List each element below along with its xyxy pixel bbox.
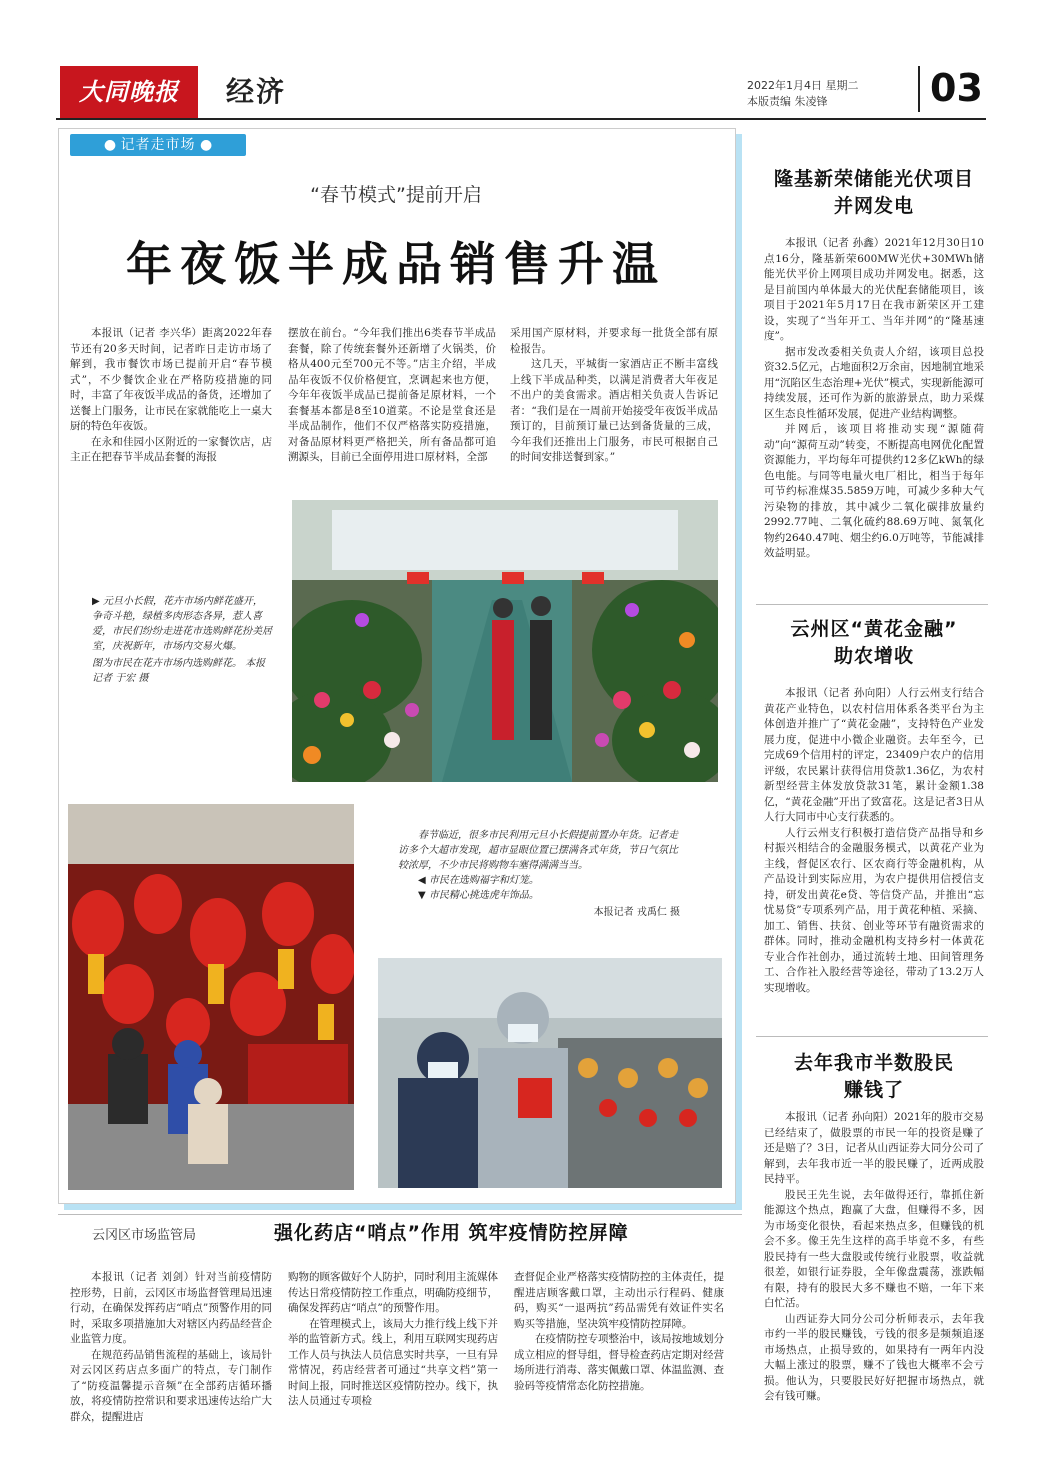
- section-title: 经济: [226, 75, 287, 108]
- feature-col-3: 采用国产原材料，并要求每一批货全部有原检报告。 这几天，平城街一家酒店正不断丰富线上线下半成品种类，以满足消费者大年夜足不出户的美食需求。酒店相关负责人告诉记者：“我们是在一周前开始接受年夜饭半成品预订的，目前预订量已达到备货量的三成，今年我们还推出上门服务，市民可根据自己的时间安排送餐到家。”: [510, 327, 718, 463]
- article-3-title: 去年我市半数股民 赚钱了: [793, 1052, 954, 1101]
- article-1-title: 隆基新荣储能光伏项目 并网发电: [773, 168, 974, 217]
- caption-flower-market: ▶ 元旦小长假，花卉市场内鲜花盛开，争奇斗艳，绿植多肉形态各异，惹人喜爱，市民们纷纷走进花市选购鲜花扮美居室，庆祝新年，市场内交易火爆。 图为市民在花卉市场内选购鲜花。 本报记者 于宏 摄: [92, 596, 272, 684]
- article-1-body: 本报讯（记者 孙鑫）2021年12月30日10点16分，隆基新荣600MW光伏+30MWh储能光伏平价上网项目成功并网发电。据悉，这是目前国内单体最大的光伏配套储能项目，该项目于2021年5月17日在我市新荣区开工建设，实现了“当年开工、当年并网”的“隆基速度”。 据市发改委相关负责人介绍，该项目总投资32.5亿元，占地面积2万余亩，因地制宜地采用“沉陷区生态治理+光伏”模式，实现新能源可持续发展，还可作为新的旅游景点，助力采煤区生态良性循环发展，促进产业结构调整。 并网后，该项目将推动实现“源随荷动”向“源荷互动”转变，不断提高电网优化配置资源能力，平均每年可提供约12多亿kWh的绿色电能。与同等电量火电厂相比，相当于每年可节约标准煤35.5859万吨，可减少多种大气污染物的排放，其中减少二氧化碳排放量约2992.77吨、二氧化硫约88.69万吨、氮氧化物约2640.47吨、烟尘约6.0万吨等，节能减排效益明显。: [764, 237, 984, 559]
- page-editor: 本版责编 朱凌锋: [747, 95, 828, 108]
- header-divider: [918, 66, 920, 112]
- right-divider-1: [756, 604, 988, 605]
- photo-credit: 本报记者 戎禹仁 摄: [593, 907, 680, 918]
- bottom-col-2: 购物的顾客做好个人防护，同时利用主流媒体传达日常疫情防控工作重点，明确防疫细节，确保发挥药店“哨点”的预警作用。 在管理模式上，该局大力推行线上线下并举的监管新方式。线上，利用互联网实现药店工作人员与执法人员信息实时共享，一旦有异常情况，药店经营者可通过“共享文档”第一时间上报，同时推送区疫情防控办。线下，执法人员通过专项检: [288, 1271, 498, 1407]
- bottom-source-label: 云冈区市场监管局: [92, 1228, 197, 1243]
- newspaper-logo: 大同晚报: [60, 66, 198, 118]
- feature-subhead: “春节模式”提前开启: [310, 184, 482, 206]
- bottom-divider: [58, 1214, 742, 1215]
- supermarket-decor-illustration: [68, 804, 354, 1190]
- flower-market-illustration: [292, 500, 718, 782]
- bottom-headline: 强化药店“哨点”作用 筑牢疫情防控屏障: [274, 1222, 629, 1244]
- feature-col-2: 摆放在前台。“今年我们推出6类春节半成品套餐，除了传统套餐外还新增了火锅类，价格从400元至700元不等。”店主介绍，半成品年夜饭不仅价格便宜，烹调起来也方便，今年年夜饭半成品已提前备足原材料，一个套餐基本都是8至10道菜。不论是堂食还是半成品制作，他们不仅严格落实防疫措施，对备品原材料更严格把关，所有备品都可追溯源头，目前已全面停用进口原材料，全部: [288, 327, 496, 463]
- bottom-col-3: 查督促企业严格落实疫情防控的主体责任，提醒进店顾客戴口罩，主动出示行程码、健康码，购买“一退两抗”药品需凭有效证件实名购买等措施，坚决筑牢疫情防控屏障。 在疫情防控专项整治中，该局按地域划分成立相应的督导组，督导检查药店定期对经营场所进行消毒、落实佩戴口罩、体温监测、查验码等疫情常态化防控措施。: [514, 1271, 724, 1392]
- tiger-ornaments-photo: [378, 958, 722, 1188]
- feature-headline: 年夜饭半成品销售升温: [126, 237, 666, 291]
- shoppers-illustration: [378, 958, 722, 1188]
- caption-new-year-goods: 春节临近，很多市民利用元旦小长假提前置办年货。记者走访多个大超市发现，超市显眼位置已摆满各式年货，节日气氛比较浓厚，不少市民将购物车塞得满满当当。 ◀ 市民在选购福字和灯笼。 ▼ 市民精心挑选虎年饰品。 本报记者 戎禹仁 摄: [398, 830, 680, 918]
- article-2-body: 本报讯（记者 孙向阳）人行云州支行结合黄花产业特色，以农村信用体系各类平台为主体创造并推广了“黄花金融”，支持特色产业发展力度，促进中小微企业融资。去年至今，已完成69个信用村的评定，23409户农户的信用评级，农民累计获得信用贷款1.36亿，为农村新型经营主体发放贷款31笔，累计金额1.38亿，“黄花金融”开出了致富花。这是记者3日从人行大同市中心支行获悉的。 人行云州支行积极打造信贷产品指导和乡村振兴相结合的金融服务模式，以黄花产业为主线，督促区农行、区农商行等金融机构，从产品设计到实际应用，为农户提供用信授信支持，研发出黄花e贷、等信贷产品，并推出“忘忧易贷”专项系列产品，用于黄花种植、采摘、加工、销售、扶贫、创业等环节有融资需求的群体。同时，推动金融机构支持乡村一体黄花专业合作社创办，通过流转土地、田间管理务工、合作社入股经营等途径，带动了13.2万人实现增收。: [764, 687, 984, 994]
- column-tag: ● 记者走市场 ●: [70, 134, 246, 156]
- header-rule: [56, 118, 986, 120]
- feature-col-1: 本报讯（记者 李兴华）距离2022年春节还有20多天时间，记者昨日走访市场了解到，我市餐饮市场已提前开启“春节模式”，不少餐饮企业在严格防疫措施的同时，丰富了年夜饭半成品的备货，还增加了送餐上门服务，让市民在家就能吃上一桌大厨的特色年夜饭。 在永和佳园小区附近的一家餐饮店，店主正在把春节半成品套餐的海报: [70, 327, 272, 463]
- article-2-title: 云州区“黄花金融” 助农增收: [790, 618, 958, 667]
- issue-date: 2022年1月4日 星期二: [747, 79, 859, 92]
- right-divider-2: [756, 1036, 988, 1037]
- new-year-goods-photo: [68, 804, 354, 1190]
- bottom-col-1: 本报讯（记者 刘剑）针对当前疫情防控形势，日前，云冈区市场监督管理局迅速行动，在确保发挥药店“哨点”预警作用的同时，采取多项措施加大对辖区内药品经营企业监管力度。 在规范药品销售流程的基础上，该局针对云冈区药店点多面广的特点，专门制作了“防疫温馨提示音频”在全部药店循环播放，将疫情防控常识和要求迅速传达给广大群众，提醒进店: [70, 1271, 272, 1423]
- article-3-body: 本报讯（记者 孙向阳）2021年的股市交易已经结束了，做股票的市民一年的投资是赚了还是赔了？3日，记者从山西证券大同分公司了解到，去年我市近一半的股民赚了，近两成股民持平。 股民王先生说，去年做得还行，靠抓住新能源这个热点，跑赢了大盘，但赚得不多，因为市场变化很快，看起来热点多，但赚钱的机会不多。像王先生这样的高手毕竟不多，有些股民持有一些大盘股或传统行业股票，收益就很差，如银行证券股，全年像盘震荡，涨跌幅有限，持有的股民大多不赚也不赔，一年下来白忙活。 山西证券大同分公司分析师表示，去年我市约一半的股民赚钱，亏钱的很多是频频追逐市场热点，止损导致的，如果持有一两年内没大幅上涨过的股票，赚不了钱也大概率不会亏损。他认为，只要股民好好把握市场热点，就会有钱可赚。: [764, 1111, 984, 1402]
- dateline: [747, 78, 859, 110]
- flower-market-photo: [292, 500, 718, 782]
- page-number: 03: [930, 66, 983, 110]
